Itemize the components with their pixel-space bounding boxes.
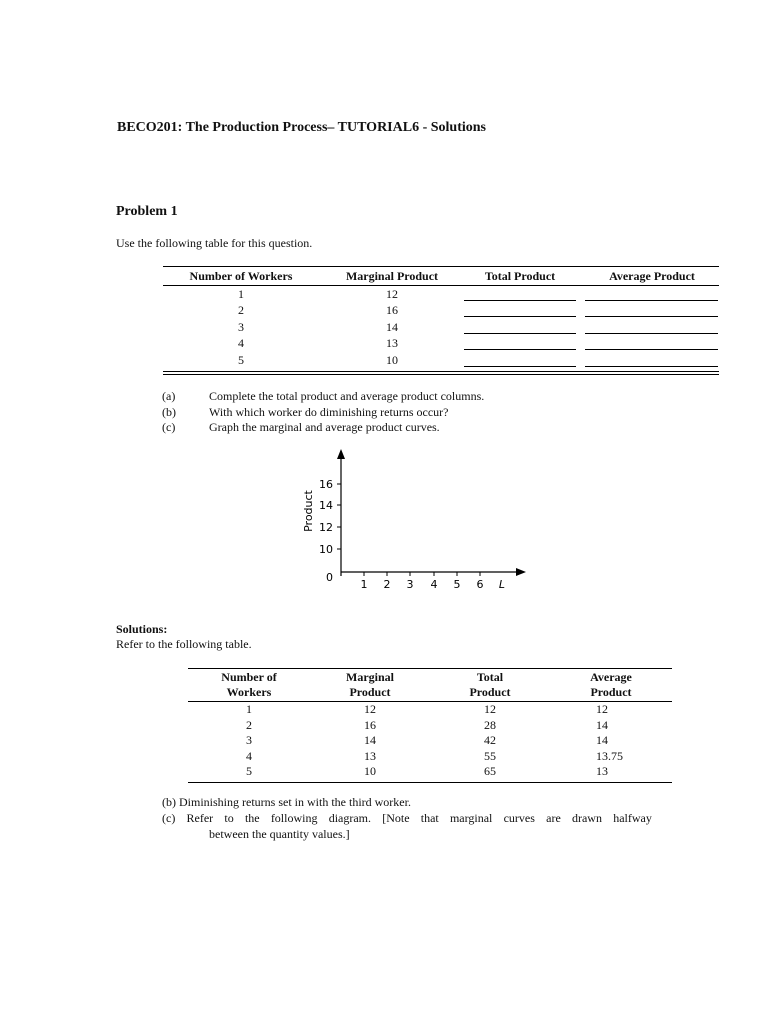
header-workers: Number of Workers [189, 269, 293, 283]
cell-workers: 1 [238, 287, 244, 301]
cell-ap: 12 [596, 702, 608, 716]
cell-ap: 13.75 [596, 748, 623, 763]
header-total-product: Total Product [484, 269, 556, 283]
table-row [163, 302, 719, 318]
table-row [188, 764, 672, 780]
y-axis-label: Product [302, 490, 315, 532]
x-axis-arrow [516, 568, 526, 576]
header-total-product: Total Product [469, 670, 511, 699]
y-tick-label: 12 [319, 521, 333, 534]
x-tick-label: 1 [360, 578, 368, 591]
cell-ap: 14 [596, 733, 608, 748]
blank-average-product[interactable] [585, 316, 718, 317]
header-workers: Number of Workers [221, 670, 277, 699]
header-average-product: Average Product [590, 670, 632, 699]
solution-table-header [188, 668, 672, 702]
blank-total-product[interactable] [464, 349, 576, 350]
table-rule [163, 374, 719, 375]
intro-text: Use the following table for this question. [116, 236, 313, 250]
question-text: Graph the marginal and average product curves. [209, 420, 440, 434]
cell-ap: 13 [596, 764, 608, 779]
cell-mp: 12 [364, 702, 376, 716]
x-tick-label: 5 [453, 578, 461, 591]
y-tick-label: 14 [319, 499, 333, 512]
blank-average-product[interactable] [585, 300, 718, 301]
origin-label: 0 [326, 571, 333, 584]
cell-workers: 5 [246, 764, 252, 779]
solution-table [188, 668, 672, 783]
blank-total-product[interactable] [464, 366, 576, 367]
cell-mp: 14 [364, 733, 376, 748]
blank-average-product[interactable] [585, 366, 718, 367]
cell-mp: 10 [364, 764, 376, 779]
table-row [163, 335, 719, 351]
page-title: BECO201: The Production Process– TUTORIAL6 - Solutions [117, 120, 486, 135]
cell-tp: 42 [484, 733, 496, 748]
x-tick-label: 3 [406, 578, 414, 591]
empty-product-graph [290, 445, 530, 605]
table-rule [163, 371, 719, 372]
table-row [163, 319, 719, 335]
table-rule [188, 782, 672, 783]
solutions-heading: Solutions: [116, 622, 168, 636]
question-table-header [163, 266, 719, 286]
x-tick-label: 6 [476, 578, 484, 591]
blank-average-product[interactable] [585, 349, 718, 350]
solutions-intro: Refer to the following table. [116, 637, 252, 651]
problem-heading: Problem 1 [116, 204, 178, 219]
question-label: (a) [162, 389, 176, 403]
answer-c-line2: between the quantity values.] [209, 827, 350, 841]
y-tick-label: 16 [319, 478, 333, 491]
answer-c-line1: (c) Refer to the following diagram. [Note that marginal curves are drawn halfway [162, 811, 652, 825]
cell-tp: 28 [484, 717, 496, 732]
blank-average-product[interactable] [585, 333, 718, 334]
cell-tp: 12 [484, 702, 496, 716]
cell-workers: 3 [238, 319, 244, 334]
cell-mp: 10 [386, 352, 398, 367]
table-row [163, 286, 719, 302]
question-text: With which worker do diminishing returns occur? [209, 404, 449, 419]
question-table [163, 266, 719, 375]
question-text: Complete the total product and average product columns. [209, 389, 485, 403]
table-row [188, 702, 672, 718]
cell-mp: 13 [364, 748, 376, 763]
table-row [188, 718, 672, 734]
blank-total-product[interactable] [464, 300, 576, 301]
header-average-product: Average Product [609, 269, 695, 283]
cell-tp: 55 [484, 748, 496, 763]
x-tick-label: 4 [430, 578, 438, 591]
answers [162, 795, 652, 843]
y-tick-label: 10 [319, 543, 333, 556]
cell-workers: 3 [246, 733, 252, 748]
answer-b: (b) Diminishing returns set in with the third worker. [162, 795, 411, 809]
cell-workers: 5 [238, 352, 244, 367]
cell-ap: 14 [596, 717, 608, 732]
cell-mp: 16 [386, 303, 398, 318]
cell-workers: 1 [246, 702, 252, 716]
blank-total-product[interactable] [464, 333, 576, 334]
header-marginal-product: Marginal Product [345, 269, 439, 283]
table-row [188, 749, 672, 765]
y-axis-arrow [337, 449, 345, 459]
cell-mp: 16 [364, 717, 376, 732]
table-row [163, 352, 719, 368]
table-row [188, 733, 672, 749]
cell-mp: 14 [386, 319, 398, 334]
x-axis-label: L [498, 578, 506, 591]
cell-mp: 13 [386, 336, 398, 351]
solutions-section [116, 622, 252, 652]
question-label: (b) [162, 404, 176, 419]
x-tick-label: 2 [383, 578, 391, 591]
cell-workers: 4 [238, 336, 244, 351]
cell-workers: 4 [246, 748, 252, 763]
blank-total-product[interactable] [464, 316, 576, 317]
header-marginal-product: Marginal Product [346, 670, 394, 699]
cell-tp: 65 [484, 764, 496, 779]
cell-workers: 2 [246, 717, 252, 732]
question-label: (c) [162, 420, 176, 434]
cell-mp: 12 [386, 287, 398, 301]
cell-workers: 2 [238, 303, 244, 318]
